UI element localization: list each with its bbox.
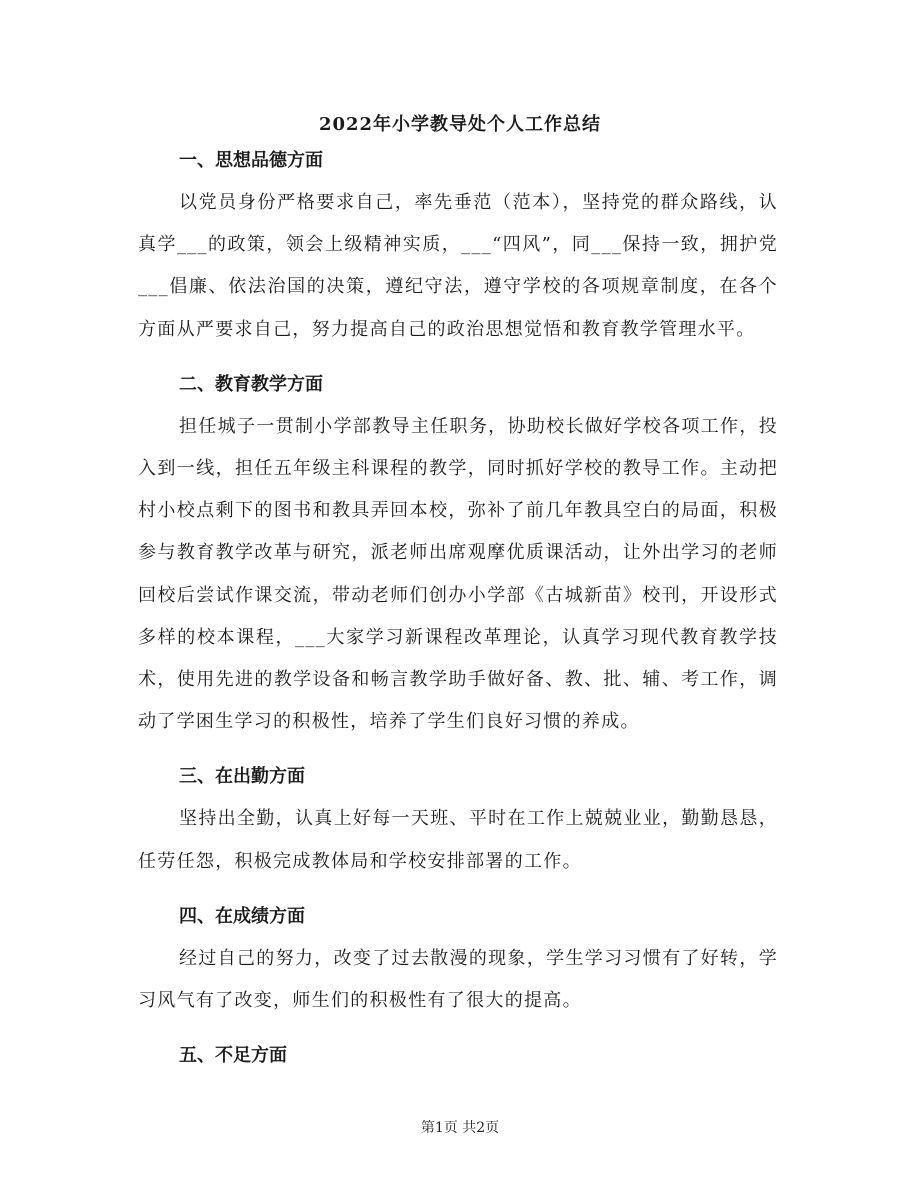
section-heading-teaching: 二、教育教学方面	[179, 373, 323, 395]
section-body-teaching: 担任城子一贯制小学部教导主任职务，协助校长做好学校各项工作，投入到一线，担任五年级主科课程的教学，同时抓好学校的教导工作。主动把村小校点剩下的图书和教具弄回本校，弥补了前几年教具空白的局面，积极参与教育教学改革与研究，派老师出席观摩优质课活动，让外出学习的老师回校后尝试作课交流，带动老师们创办小学部《古城新苗》校刊，开设形式多样的校本课程，___大家学习新课程改革理论，认真学习现代教育教学技术，使用先进的教学设备和畅言教学助手做好备、教、批、辅、考工作，调动了学困生学习的积极性，培养了学生们良好习惯的养成。	[138, 415, 778, 733]
section-body-ideology: 以党员身份严格要求自己，率先垂范（范本），坚持党的群众路线，认真学___的政策，领会上级精神实质，___“四风”，同___保持一致，拥护党___倡廉、依法治国的决策，遵纪守法，遵守学校的各项规章制度，在各个方面从严要求自己，努力提高自己的政治思想觉悟和教育教学管理水平。	[138, 192, 778, 340]
section-heading-ideology: 一、思想品德方面	[179, 150, 323, 171]
section-body-attendance: 坚持出全勤，认真上好每一天班、平时在工作上兢兢业业，勤勤恳恳，任劳任怨，积极完成教体局和学校安排部署的工作。	[138, 808, 778, 872]
section-heading-shortcomings: 五、不足方面	[179, 1045, 287, 1067]
document-body	[138, 140, 778, 1077]
section-body-results: 经过自己的努力，改变了过去散漫的现象，学生学习习惯有了好转，学习风气有了改变，师生们的积极性有了很大的提高。	[138, 947, 778, 1012]
document-title: 2022年小学教导处个人工作总结	[318, 114, 602, 135]
page-indicator: 第1页 共2页	[420, 1120, 500, 1136]
section-heading-attendance: 三、在出勤方面	[179, 766, 305, 788]
section-heading-results: 四、在成绩方面	[179, 905, 305, 927]
